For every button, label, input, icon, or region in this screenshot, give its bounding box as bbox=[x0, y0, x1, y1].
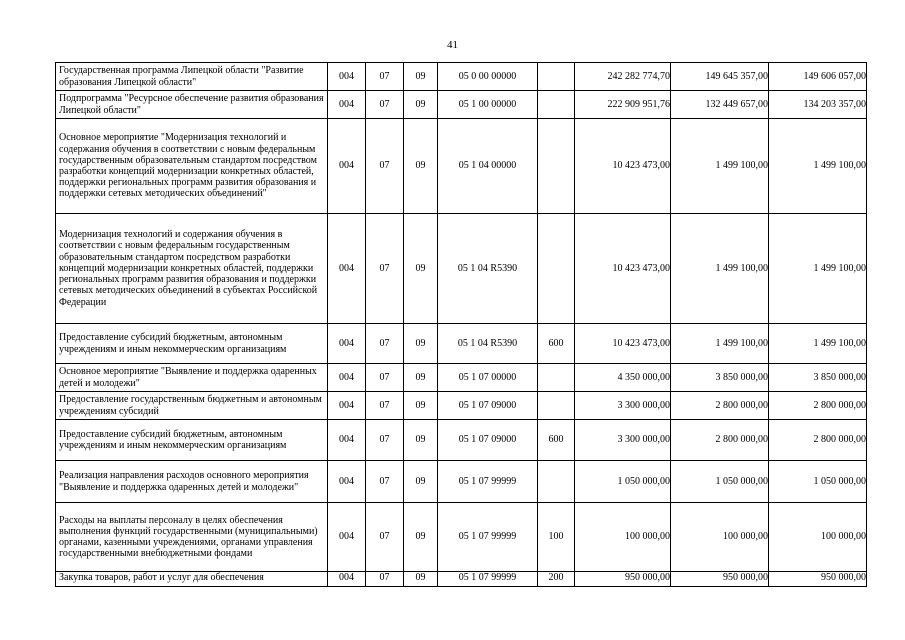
row-csr: 05 1 07 00000 bbox=[438, 364, 538, 392]
table-row bbox=[56, 119, 867, 214]
row-sum-2: 1 499 100,00 bbox=[671, 214, 769, 324]
row-csr: 05 1 07 99999 bbox=[438, 572, 538, 587]
row-rz: 07 bbox=[366, 324, 404, 364]
row-sum-2: 3 850 000,00 bbox=[671, 364, 769, 392]
row-sum-2: 1 499 100,00 bbox=[671, 119, 769, 214]
table-row bbox=[56, 364, 867, 392]
row-vr: 600 bbox=[538, 420, 575, 461]
row-csr: 05 1 04 00000 bbox=[438, 119, 538, 214]
row-vr bbox=[538, 91, 575, 119]
row-name: Модернизация технологий и содержания обучения в соответствии с новым федеральным государственным образовательным стандартом посредством разработки концепций модернизации конкретных областей, поддержки региональных программ развития образования и поддержки сетевых методических объединений в субъектах Российской Федерации bbox=[56, 214, 328, 324]
table-row bbox=[56, 503, 867, 572]
row-sum-3: 1 050 000,00 bbox=[769, 461, 867, 503]
row-rz: 07 bbox=[366, 91, 404, 119]
row-pr: 09 bbox=[404, 461, 438, 503]
table-row bbox=[56, 461, 867, 503]
row-sum-2: 1 499 100,00 bbox=[671, 324, 769, 364]
row-sum-1: 4 350 000,00 bbox=[575, 364, 671, 392]
row-sum-3: 3 850 000,00 bbox=[769, 364, 867, 392]
row-pr: 09 bbox=[404, 364, 438, 392]
row-ved: 004 bbox=[328, 364, 366, 392]
row-sum-1: 10 423 473,00 bbox=[575, 119, 671, 214]
row-vr bbox=[538, 63, 575, 91]
row-ved: 004 bbox=[328, 63, 366, 91]
row-ved: 004 bbox=[328, 503, 366, 572]
row-sum-1: 1 050 000,00 bbox=[575, 461, 671, 503]
row-pr: 09 bbox=[404, 63, 438, 91]
row-csr: 05 1 00 00000 bbox=[438, 91, 538, 119]
page-number: 41 bbox=[447, 39, 458, 51]
row-pr: 09 bbox=[404, 91, 438, 119]
row-vr bbox=[538, 119, 575, 214]
row-ved: 004 bbox=[328, 324, 366, 364]
row-sum-2: 950 000,00 bbox=[671, 572, 769, 587]
row-ved: 004 bbox=[328, 119, 366, 214]
row-pr: 09 bbox=[404, 503, 438, 572]
row-ved: 004 bbox=[328, 461, 366, 503]
row-vr bbox=[538, 461, 575, 503]
row-pr: 09 bbox=[404, 572, 438, 587]
row-pr: 09 bbox=[404, 214, 438, 324]
row-rz: 07 bbox=[366, 572, 404, 587]
row-name: Предоставление государственным бюджетным и автономным учреждениям субсидий bbox=[56, 392, 328, 420]
row-pr: 09 bbox=[404, 119, 438, 214]
row-rz: 07 bbox=[366, 214, 404, 324]
row-ved: 004 bbox=[328, 420, 366, 461]
row-name: Расходы на выплаты персоналу в целях обеспечения выполнения функций государственными (муниципальными) органами, казенными учреждениями, органами управления государственными внебюджетными фондами bbox=[56, 503, 328, 572]
row-name: Государственная программа Липецкой области "Развитие образования Липецкой области" bbox=[56, 63, 328, 91]
row-vr bbox=[538, 392, 575, 420]
row-sum-2: 132 449 657,00 bbox=[671, 91, 769, 119]
row-vr: 100 bbox=[538, 503, 575, 572]
row-ved: 004 bbox=[328, 91, 366, 119]
row-csr: 05 1 04 R5390 bbox=[438, 214, 538, 324]
row-sum-1: 100 000,00 bbox=[575, 503, 671, 572]
row-csr: 05 1 07 09000 bbox=[438, 420, 538, 461]
table-row bbox=[56, 91, 867, 119]
row-sum-2: 100 000,00 bbox=[671, 503, 769, 572]
row-sum-2: 149 645 357,00 bbox=[671, 63, 769, 91]
row-sum-3: 1 499 100,00 bbox=[769, 324, 867, 364]
row-sum-2: 2 800 000,00 bbox=[671, 392, 769, 420]
row-sum-3: 950 000,00 bbox=[769, 572, 867, 587]
row-csr: 05 1 07 99999 bbox=[438, 503, 538, 572]
table-row bbox=[56, 324, 867, 364]
row-rz: 07 bbox=[366, 119, 404, 214]
row-vr: 200 bbox=[538, 572, 575, 587]
row-rz: 07 bbox=[366, 503, 404, 572]
row-sum-1: 3 300 000,00 bbox=[575, 392, 671, 420]
row-rz: 07 bbox=[366, 392, 404, 420]
row-csr: 05 1 04 R5390 bbox=[438, 324, 538, 364]
row-name: Предоставление субсидий бюджетным, автономным учреждениям и иным некоммерческим организациям bbox=[56, 324, 328, 364]
row-csr: 05 1 07 99999 bbox=[438, 461, 538, 503]
row-sum-3: 1 499 100,00 bbox=[769, 214, 867, 324]
row-sum-3: 2 800 000,00 bbox=[769, 392, 867, 420]
row-name: Подпрограмма "Ресурсное обеспечение развития образования Липецкой области" bbox=[56, 91, 328, 119]
budget-table bbox=[55, 62, 867, 587]
row-sum-1: 242 282 774,70 bbox=[575, 63, 671, 91]
row-csr: 05 0 00 00000 bbox=[438, 63, 538, 91]
row-sum-3: 2 800 000,00 bbox=[769, 420, 867, 461]
table-row bbox=[56, 214, 867, 324]
row-name: Предоставление субсидий бюджетным, автономным учреждениям и иным некоммерческим организациям bbox=[56, 420, 328, 461]
row-sum-1: 222 909 951,76 bbox=[575, 91, 671, 119]
row-sum-1: 3 300 000,00 bbox=[575, 420, 671, 461]
row-name: Основное мероприятие "Выявление и поддержка одаренных детей и молодежи" bbox=[56, 364, 328, 392]
row-rz: 07 bbox=[366, 461, 404, 503]
row-sum-3: 100 000,00 bbox=[769, 503, 867, 572]
row-csr: 05 1 07 09000 bbox=[438, 392, 538, 420]
row-sum-3: 134 203 357,00 bbox=[769, 91, 867, 119]
row-sum-1: 950 000,00 bbox=[575, 572, 671, 587]
row-vr bbox=[538, 214, 575, 324]
row-ved: 004 bbox=[328, 572, 366, 587]
row-ved: 004 bbox=[328, 392, 366, 420]
row-sum-3: 1 499 100,00 bbox=[769, 119, 867, 214]
row-pr: 09 bbox=[404, 324, 438, 364]
row-pr: 09 bbox=[404, 392, 438, 420]
row-sum-2: 2 800 000,00 bbox=[671, 420, 769, 461]
row-vr bbox=[538, 364, 575, 392]
table-row bbox=[56, 392, 867, 420]
table-row bbox=[56, 420, 867, 461]
row-sum-3: 149 606 057,00 bbox=[769, 63, 867, 91]
row-ved: 004 bbox=[328, 214, 366, 324]
row-rz: 07 bbox=[366, 364, 404, 392]
row-pr: 09 bbox=[404, 420, 438, 461]
row-sum-1: 10 423 473,00 bbox=[575, 214, 671, 324]
table-row bbox=[56, 572, 867, 587]
row-name: Основное мероприятие "Модернизация технологий и содержания обучения в соответствии с новым федеральным государственным образовательным стандартом посредством разработки концепций модернизации конкретных областей, поддержки региональных программ развития образования и поддержки сетевых методических объединений" bbox=[56, 119, 328, 214]
row-name: Реализация направления расходов основного мероприятия "Выявление и поддержка одаренных детей и молодежи" bbox=[56, 461, 328, 503]
row-name: Закупка товаров, работ и услуг для обеспечения bbox=[56, 572, 328, 587]
row-vr: 600 bbox=[538, 324, 575, 364]
table-row bbox=[56, 63, 867, 91]
row-rz: 07 bbox=[366, 420, 404, 461]
row-sum-2: 1 050 000,00 bbox=[671, 461, 769, 503]
row-sum-1: 10 423 473,00 bbox=[575, 324, 671, 364]
row-rz: 07 bbox=[366, 63, 404, 91]
